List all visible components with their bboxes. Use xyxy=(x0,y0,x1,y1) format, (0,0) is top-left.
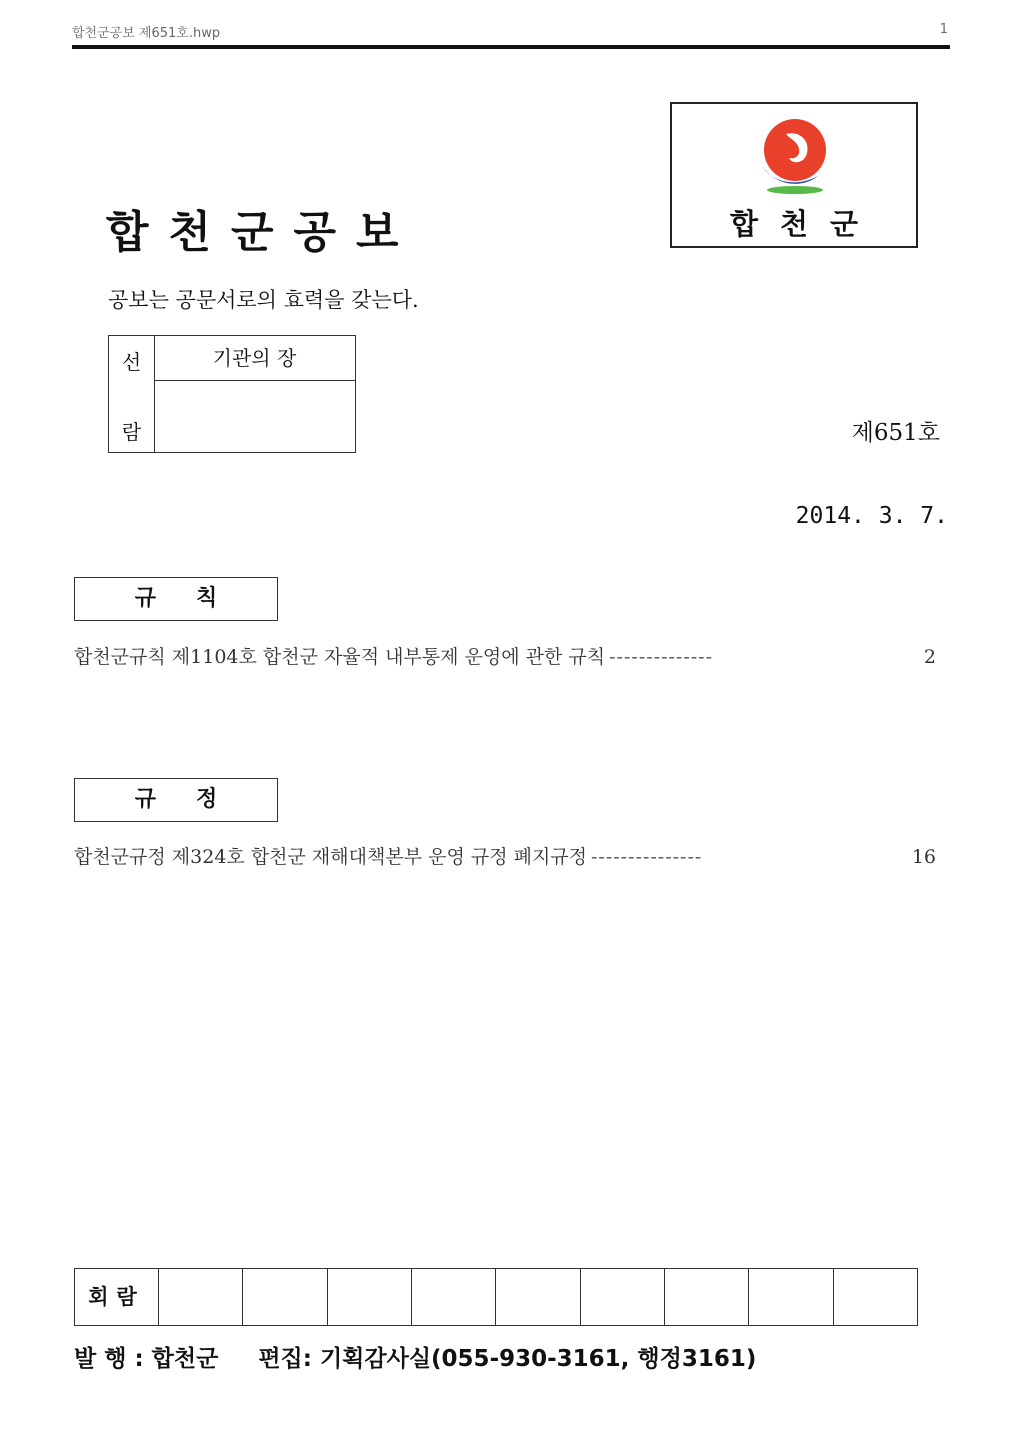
toc-entry-page: 2 xyxy=(923,646,936,668)
circulation-cell xyxy=(328,1269,412,1325)
approval-side-label xyxy=(109,336,155,452)
circulation-label: 회람 xyxy=(75,1269,159,1325)
toc-entry-text: 합천군규정 제324호 합천군 재해대책본부 운영 규정 폐지규정 xyxy=(74,846,587,868)
circulation-cell xyxy=(749,1269,833,1325)
circulation-cell xyxy=(243,1269,327,1325)
circulation-cell xyxy=(496,1269,580,1325)
toc-leader: --------------- xyxy=(591,846,703,868)
circulation-cell xyxy=(412,1269,496,1325)
approval-side-top: 선 xyxy=(121,350,142,374)
circulation-cell xyxy=(159,1269,243,1325)
publication-footer xyxy=(74,1340,756,1373)
logo-box xyxy=(670,102,918,248)
circulation-table xyxy=(74,1268,918,1326)
circulation-cell xyxy=(581,1269,665,1325)
section-heading-rules: 규칙 xyxy=(74,577,278,621)
footer-publisher: 발 행 : 합천군 xyxy=(74,1346,219,1372)
issue-number: 제651호 xyxy=(851,420,940,446)
toc-entry-text: 합천군규칙 제1104호 합천군 자율적 내부통제 운영에 관한 규칙 xyxy=(74,646,606,668)
page-title: 합천군공보 xyxy=(106,207,419,258)
toc-entry[interactable] xyxy=(74,842,936,869)
hapcheon-emblem-icon xyxy=(756,116,834,198)
circulation-cell xyxy=(665,1269,749,1325)
issue-date: 2014. 3. 7. xyxy=(795,503,948,529)
toc-leader: -------------- xyxy=(609,646,714,668)
approval-header: 기관의 장 xyxy=(154,336,355,381)
section-heading-regulations: 규정 xyxy=(74,778,278,822)
circulation-cell xyxy=(834,1269,917,1325)
approval-table xyxy=(108,335,356,453)
footer-editor: 편집: 기획감사실(055-930-3161, 행정3161) xyxy=(258,1346,757,1372)
logo-name: 합천군 xyxy=(729,207,881,241)
toc-entry-page: 16 xyxy=(911,846,936,868)
subtitle: 공보는 공문서로의 효력을 갖는다. xyxy=(108,288,419,312)
header-rule xyxy=(72,45,950,49)
running-header-filename: 합천군공보 제651호.hwp xyxy=(72,26,221,41)
approval-side-bottom: 람 xyxy=(121,420,142,444)
running-header-page-number: 1 xyxy=(939,22,948,37)
toc-entry[interactable] xyxy=(74,642,936,669)
